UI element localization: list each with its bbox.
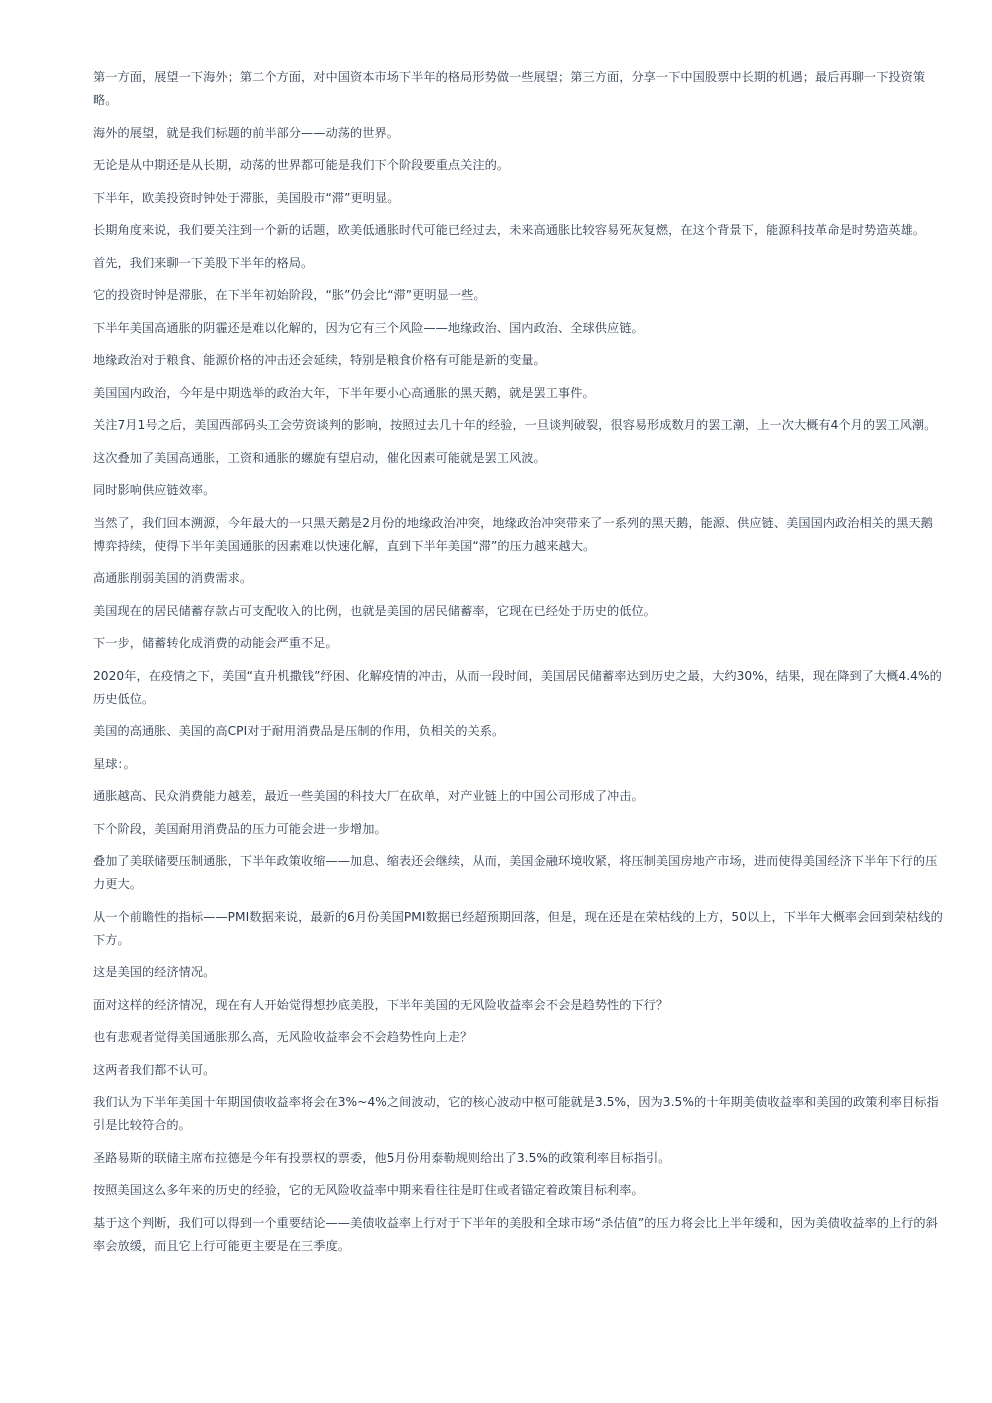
paragraph-21: 通胀越高、民众消费能力越差，最近一些美国的科技大厂在砍单，对产业链上的中国公司形成了冲击。 (93, 789, 644, 803)
paragraph-31: 按照美国这么多年来的历史的经验，它的无风险收益率中期来看往往是盯住或者锚定着政策目标利率。 (93, 1183, 644, 1197)
paragraph-26: 面对这样的经济情况，现在有人开始觉得想抄底美股，下半年美国的无风险收益率会不会是趋势性的下行？ (93, 997, 669, 1012)
paragraph-7: 它的投资时钟是滞胀，在下半年初始阶段，“胀”仍会比“滞”更明显一些。 (93, 288, 486, 302)
paragraph-25: 这是美国的经济情况。 (93, 965, 216, 979)
paragraph-13: 同时影响供应链效率。 (93, 483, 216, 497)
paragraph-16: 美国现在的居民储蓄存款占可支配收入的比例，也就是美国的居民储蓄率，它现在已经处于历史的低位。 (93, 603, 656, 618)
paragraph-20: 星球：。 (93, 756, 136, 771)
paragraph-2: 海外的展望，就是我们标题的前半部分——动荡的世界。 (93, 125, 399, 140)
paragraph-19: 美国的高通胀、美国的高CPI对于耐用消费品是压制的作用，负相关的关系。 (93, 724, 505, 738)
paragraph-29: 我们认为下半年美国十年期国债收益率将会在3%~4%之间波动，它的核心波动中枢可能就是3.5%，因为3.5%的十年期美债收益率和美国的政策利率目标指引是比较符合的。 (93, 1095, 939, 1132)
paragraph-14: 当然了，我们回本溯源，今年最大的一只黑天鹅是2月份的地缘政治冲突，地缘政治冲突带来了一系列的黑天鹅，能源、供应链、美国国内政治相关的黑天鹅博弈持续，使得下半年美国通胀的因素难以快速化解，直到下半年美国“滞”的压力越来越大。 (93, 515, 933, 553)
paragraph-28: 这两者我们都不认可。 (93, 1062, 216, 1077)
paragraph-11: 关注7月1号之后，美国西部码头工会劳资谈判的影响，按照过去几十年的经验，一旦谈判破裂，很容易形成数月的罢工潮，上一次大概有4个月的罢工风潮。 (93, 418, 937, 432)
paragraph-17: 下一步，储蓄转化成消费的动能会严重不足。 (93, 636, 338, 650)
paragraph-27: 也有悲观者觉得美国通胀那么高，无风险收益率会不会趋势性向上走？ (93, 1030, 473, 1044)
paragraph-12: 这次叠加了美国高通胀，工资和通胀的螺旋有望启动，催化因素可能就是罢工风波。 (93, 450, 546, 465)
paragraph-15: 高通胀削弱美国的消费需求。 (93, 571, 253, 585)
paragraph-30: 圣路易斯的联储主席布拉德是今年有投票权的票委，他5月份用泰勒规则给出了3.5%的政策利率目标指引。 (93, 1150, 671, 1165)
paragraph-22: 下个阶段，美国耐用消费品的压力可能会进一步增加。 (93, 821, 387, 836)
paragraph-5: 长期角度来说，我们要关注到一个新的话题，欧美低通胀时代可能已经过去，未来高通胀比较容易死灰复燃，在这个背景下，能源科技革命是时势造英雄。 (93, 223, 926, 237)
document-body (93, 66, 945, 1267)
paragraph-1: 第一方面，展望一下海外；第二个方面，对中国资本市场下半年的格局形势做一些展望；第三方面，分享一下中国股票中长期的机遇；最后再聊一下投资策略。 (93, 70, 926, 107)
paragraph-8: 下半年美国高通胀的阴霾还是难以化解的，因为它有三个风险——地缘政治、国内政治、全球供应链。 (93, 320, 644, 335)
paragraph-24: 从一个前瞻性的指标——PMI数据来说，最新的6月份美国PMI数据已经超预期回落，但是，现在还是在荣枯线的上方，50以上，下半年大概率会回到荣枯线的下方。 (93, 909, 943, 947)
paragraph-23: 叠加了美联储要压制通胀，下半年政策收缩——加息、缩表还会继续，从而，美国金融环境收紧，将压制美国房地产市场，进而使得美国经济下半年下行的压力更大。 (93, 854, 938, 891)
paragraph-3: 无论是从中期还是从长期，动荡的世界都可能是我们下个阶段要重点关注的。 (93, 158, 510, 172)
paragraph-6: 首先，我们来聊一下美股下半年的格局。 (93, 255, 314, 270)
paragraph-10: 美国国内政治，今年是中期选举的政治大年，下半年要小心高通胀的黑天鹅，就是罢工事件。 (93, 385, 595, 400)
paragraph-9: 地缘政治对于粮食、能源价格的冲击还会延续，特别是粮食价格有可能是新的变量。 (93, 353, 546, 367)
paragraph-32: 基于这个判断，我们可以得到一个重要结论——美债收益率上行对于下半年的美股和全球市场“杀估值”的压力将会比上半年缓和，因为美债收益率的上行的斜率会放缓，而且它上行可能更主要是在三季度。 (93, 1215, 938, 1253)
paragraph-18: 2020年，在疫情之下，美国“直升机撒钱”纾困、化解疫情的冲击，从而一段时间，美国居民储蓄率达到历史之最，大约30%，结果，现在降到了大概4.4%的历史低位。 (93, 668, 942, 706)
paragraph-4: 下半年，欧美投资时钟处于滞胀，美国股市“滞”更明显。 (93, 190, 400, 205)
